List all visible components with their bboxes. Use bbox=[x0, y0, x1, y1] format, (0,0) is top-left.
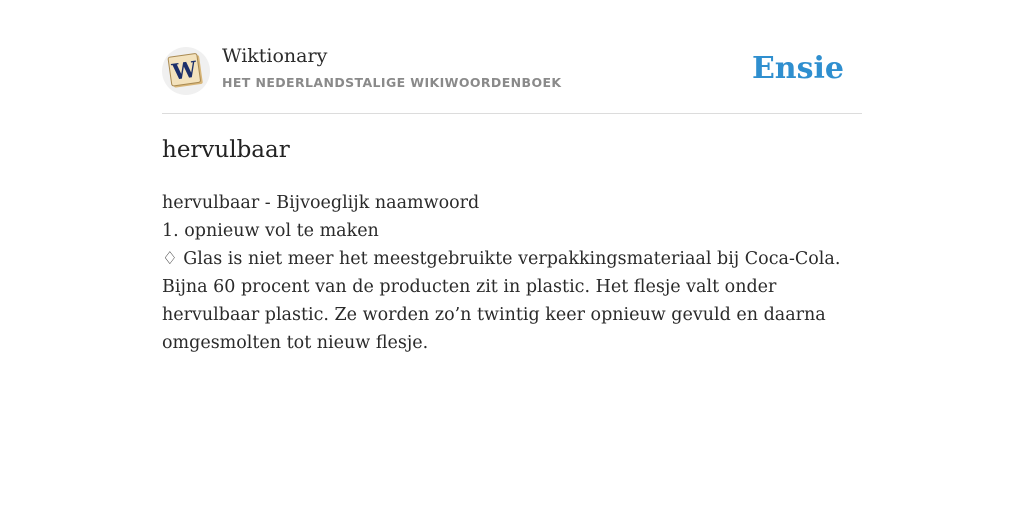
site-title[interactable]: Wiktionary bbox=[222, 45, 328, 67]
ensie-brand-link[interactable]: Ensie bbox=[751, 51, 844, 86]
page-title: hervulbaar bbox=[162, 137, 290, 163]
header bbox=[162, 0, 862, 114]
wiktionary-logo[interactable] bbox=[162, 47, 210, 95]
definition-example: ♢ Glas is niet meer het meestgebruikte verpakkingsmateriaal bij Coca-Cola. Bijna 60 procent van de producten zit in plastic. Het flesje valt onder hervulbaar plastic. Ze worden zo’n twintig keer opnieuw gevuld en daarna omgesmolten tot nieuw flesje. bbox=[162, 249, 841, 353]
logo-letter: W bbox=[170, 56, 199, 86]
wiktionary-tile-icon bbox=[162, 47, 210, 95]
site-subtitle: HET NEDERLANDSTALIGE WIKIWOORDENBOEK bbox=[222, 75, 562, 90]
page bbox=[162, 0, 862, 353]
definition-sense: 1. opnieuw vol te maken bbox=[162, 221, 379, 241]
definition-headline: hervulbaar - Bijvoeglijk naamwoord bbox=[162, 193, 480, 213]
definition-block bbox=[162, 189, 862, 357]
